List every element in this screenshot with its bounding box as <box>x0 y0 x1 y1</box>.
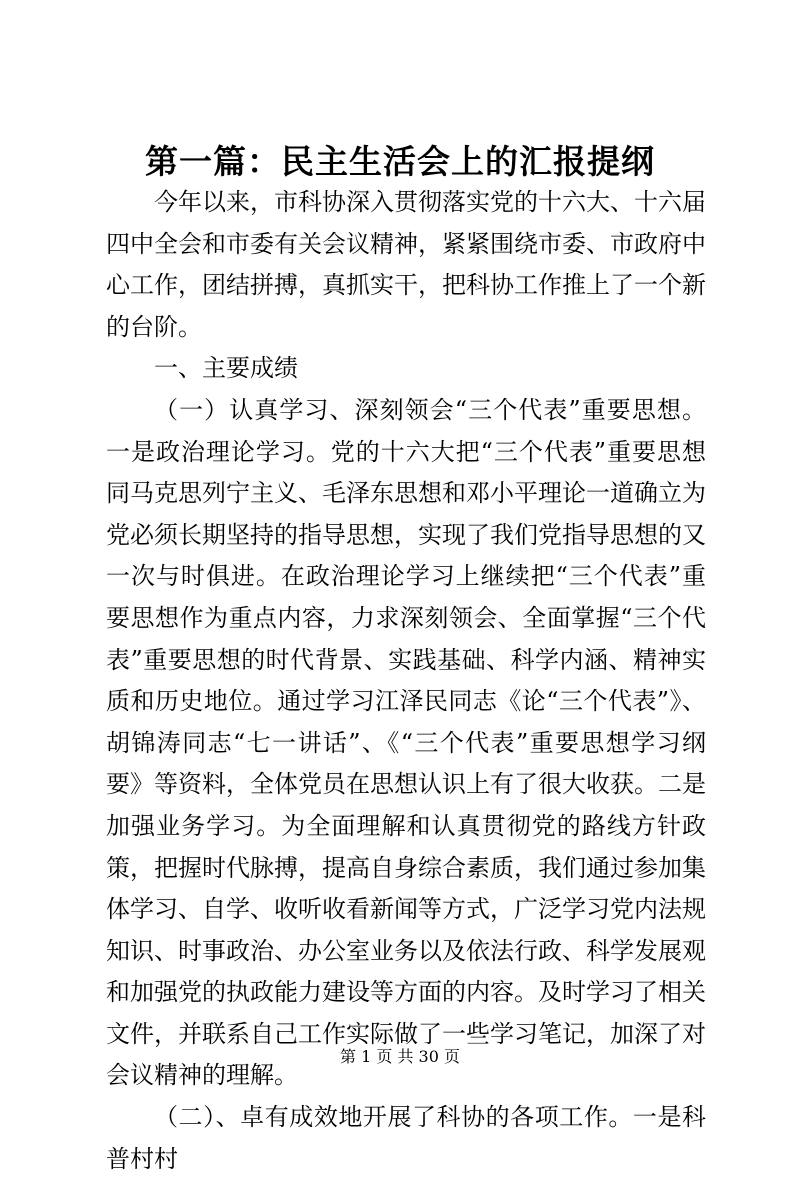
document-title: 第一篇：民主生活会上的汇报提纲 <box>145 142 655 181</box>
document-body <box>106 182 706 1180</box>
paragraph-work: （二）、卓有成效地开展了科协的各项工作。一是科普村村 <box>106 1103 706 1173</box>
paragraph-study: （一）认真学习、深刻领会“三个代表”重要思想。一是政治理论学习。党的十六大把“三个代表”重要思想同马克思列宁主义、毛泽东思想和邓小平理论一道确立为党必须长期坚持的指导思想，实现了我们党指导思想的又一次与时俱进。在政治理论学习上继续把“三个代表”重要思想作为重点内容，力求深刻领会、全面掌握“三个代表”重要思想的时代背景、实践基础、科学内涵、精神实质和历史地位。通过学习江泽民同志《论“三个代表”》、胡锦涛同志“七一讲话”、《“三个代表”重要思想学习纲要》等资料，全体党员在思想认识上有了很大收获。二是加强业务学习。为全面理解和认真贯彻党的路线方针政策，把握时代脉搏，提高自身综合素质，我们通过参加集体学习、自学、收听收看新闻等方式，广泛学习党内法规知识、时事政治、办公室业务以及依法行政、科学发展观和加强党的执政能力建设等方面的内容。及时学习了相关文件，并联系自己工作实际做了一些学习笔记，加深了对会议精神的理解。 <box>106 395 706 1090</box>
page-footer: 第 1 页 共 30 页 <box>340 1047 460 1066</box>
section-heading-main-achievements: 一、主要成绩 <box>154 354 298 383</box>
paragraph-intro: 今年以来，市科协深入贯彻落实党的十六大、十六届四中全会和市委有关会议精神，紧紧围绕市委、市政府中心工作，团结拼搏，真抓实干，把科协工作推上了一个新的台阶。 <box>106 188 706 341</box>
